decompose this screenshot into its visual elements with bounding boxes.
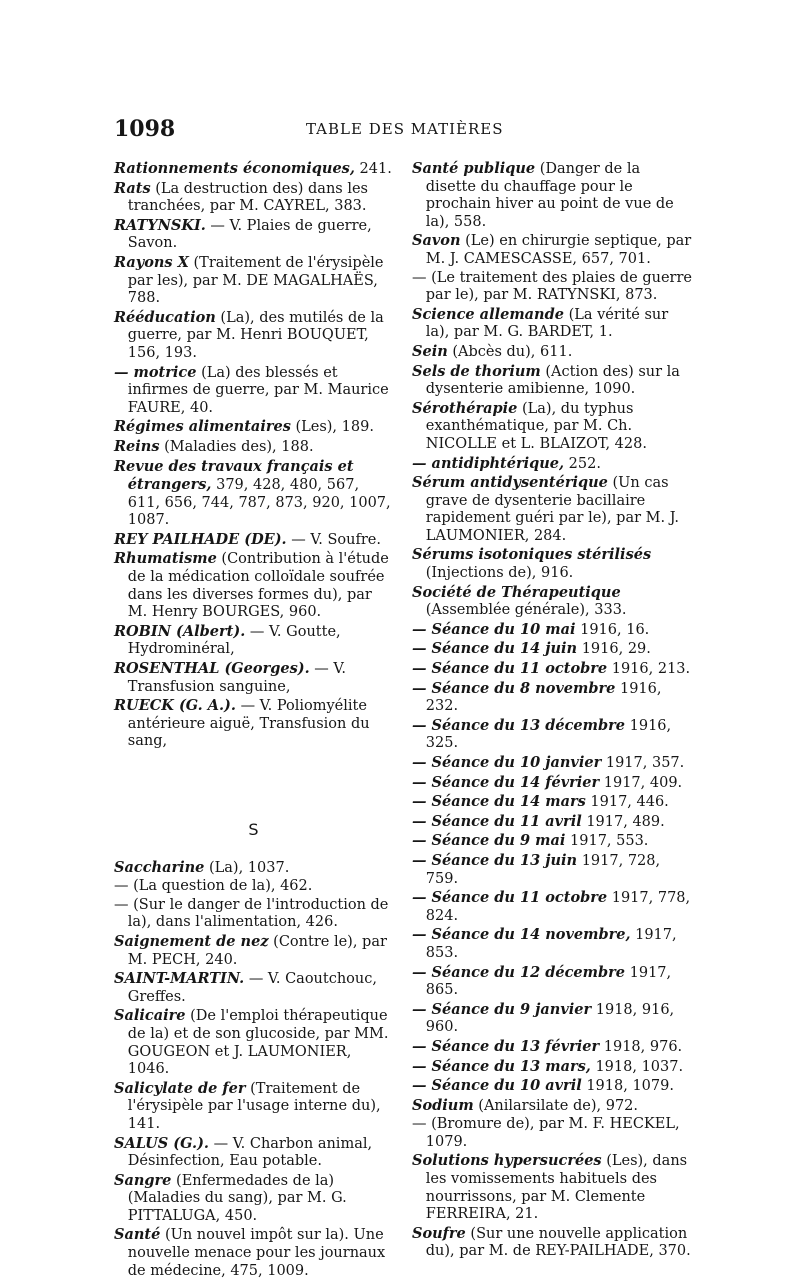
entry-text: (La vérité sur la), par M. G. BARDET, 1. [425, 306, 669, 341]
index-entry [114, 180, 393, 216]
index-entry [412, 660, 693, 679]
entries-r [114, 160, 393, 751]
entry-text: 1918, 976. [599, 1038, 683, 1055]
entry-heading: Savon [412, 232, 461, 250]
entry-heading: Sodium [412, 1096, 474, 1114]
entry-text: (La), du typhus exanthématique, par M. Ch. NICOLLE et L. BLAIZOT, 428. [425, 400, 647, 452]
index-entry [412, 640, 693, 659]
index-entry [114, 660, 393, 696]
entry-text: — (Bromure de), par M. F. HECKEL, 1079. [412, 1116, 680, 1150]
entry-heading: Saignement de nez [114, 932, 269, 950]
right-column [412, 160, 693, 1262]
entry-heading: — Séance du 14 mars [412, 793, 586, 811]
entry-text: 1917, 357. [601, 755, 685, 771]
index-entry [114, 438, 393, 457]
entry-heading: Salicylate de fer [114, 1079, 246, 1097]
entry-text: — V. Poliomyélite antérieure aiguë, Transfusion du sang, [127, 698, 370, 750]
entry-text: (La), des mutilés de la guerre, par M. Henri BOUQUET, 156, 193. [127, 309, 384, 361]
entry-heading: Solutions hypersucrées [412, 1152, 602, 1170]
entry-heading: Revue des travaux français et étrangers, [114, 457, 354, 494]
entry-text: 1918, 1037. [590, 1058, 684, 1075]
entry-heading: REY PAILHADE (DE). [114, 530, 287, 548]
index-entry [114, 309, 393, 363]
entry-heading: Santé [114, 1226, 161, 1244]
entry-text: 379, 428, 480, 567, 611, 656, 744, 787, 873, 920, 1007, 1087. [127, 477, 391, 529]
entry-heading: Science allemande [412, 305, 564, 323]
index-entry [412, 852, 693, 888]
index-entry [412, 717, 693, 753]
entry-heading: Société de Thérapeutique [412, 583, 621, 601]
entry-text: (Les), 189. [290, 419, 374, 436]
entry-text: 1916, 325. [425, 717, 672, 752]
entry-heading: Saccharine [114, 858, 205, 876]
entry-text: (La) des blessés et infirmes de guerre, par M. Maurice FAURE, 40. [127, 364, 389, 416]
entry-text: 1917, 865. [425, 964, 672, 999]
entry-heading: — Séance du 11 octobre [412, 660, 608, 678]
entry-text: (Un nouvel impôt sur la). Une nouvelle menace pour les journaux de médecine, 475, 1009. [127, 1227, 386, 1279]
entry-text: — V. Charbon animal, Désinfection, Eau potable. [127, 1135, 373, 1170]
entry-text: (La destruction des) dans les tranchées, par M. CAYREL, 383. [127, 180, 368, 215]
entry-text: 1917, 489. [581, 813, 665, 830]
index-entry [412, 1097, 693, 1116]
entry-heading: Soufre [412, 1224, 466, 1242]
entry-heading: — Séance du 12 décembre [412, 963, 626, 981]
index-entry [412, 232, 693, 268]
entry-heading: ROBIN (Albert). [114, 622, 246, 640]
index-entry [114, 217, 393, 253]
entry-heading: Rééducation [114, 308, 216, 326]
entry-text: (Traitement de l'érysipèle par les), par M. DE MAGALHAËS, 788. [127, 254, 384, 307]
index-entry [412, 343, 693, 362]
entry-heading: — Séance du 10 avril [412, 1077, 582, 1095]
index-entry [412, 1225, 693, 1261]
index-entry [114, 364, 393, 418]
index-entry [412, 1077, 693, 1096]
entry-heading: — Séance du 13 février [412, 1037, 600, 1055]
entry-text: (Traitement de l'érysipèle par l'usage interne du), 141. [127, 1080, 381, 1132]
entry-text: (La), 1037. [204, 859, 290, 876]
entry-heading: Sangre [114, 1171, 172, 1189]
entry-heading: ROSENTHAL (Georges). [114, 660, 310, 678]
entry-heading: Rhumatisme [114, 550, 217, 568]
index-entry [412, 1001, 693, 1037]
entry-heading: — motrice [114, 363, 197, 381]
entry-heading: — Séance du 13 juin [412, 851, 578, 869]
entry-heading: — Séance du 13 décembre [412, 716, 626, 734]
entry-text: 1917, 553. [565, 833, 649, 850]
entry-text: — (Sur le danger de l'introduction de la), dans l'alimentation, 426. [114, 896, 389, 931]
index-entry [114, 878, 393, 896]
index-entry [412, 1116, 693, 1151]
entry-heading: Sérothérapie [412, 399, 518, 417]
entry-text: (Les), dans les vomissements habituels des nourrissons, par M. Clemente FERREIRA, 21. [425, 1153, 688, 1223]
entry-text: 252. [564, 455, 601, 472]
entry-text: — (La question de la), 462. [114, 878, 313, 895]
entry-heading: — antidiphtérique, [412, 454, 565, 472]
index-entry [412, 964, 693, 1000]
index-entry [412, 1058, 693, 1077]
index-entry [412, 306, 693, 342]
entry-heading: — Séance du 9 janvier [412, 1000, 592, 1018]
index-entry [412, 474, 693, 545]
entry-text: 1917, 853. [425, 927, 677, 961]
index-entry [114, 458, 393, 530]
entry-text: (Un cas grave de dysenterie bacillaire rapidement guéri par le), par M. J. LAUMONIER, 284. [425, 475, 679, 544]
index-entry [114, 897, 393, 932]
entry-text: 1916, 213. [607, 661, 691, 678]
index-entry [412, 793, 693, 812]
index-entry [114, 697, 393, 751]
entry-text: — (Le traitement des plaies de guerre par le), par M. RATYNSKI, 873. [412, 269, 693, 304]
index-entry [114, 1172, 393, 1226]
entry-heading: — Séance du 11 avril [412, 812, 582, 830]
entry-heading: — Séance du 8 novembre [412, 679, 616, 697]
entry-heading: RUECK (G. A.). [114, 697, 236, 715]
index-entry [114, 531, 393, 550]
index-entry [114, 254, 393, 308]
index-entry [114, 1080, 393, 1134]
entry-heading: — Séance du 9 mai [412, 832, 566, 850]
entry-text: 1916, 16. [575, 621, 650, 638]
entry-heading: Reins [114, 437, 160, 455]
entry-heading: Salicaire [114, 1007, 186, 1025]
entry-text: (Assemblée générale), 333. [425, 602, 627, 619]
entry-heading: — Séance du 13 mars, [412, 1057, 591, 1075]
entry-text: (Anilarsilate de), 972. [473, 1097, 639, 1114]
entry-heading: Rayons X [114, 253, 189, 271]
entry-text: (Maladies des), 188. [159, 438, 314, 455]
entry-heading: Sels de thorium [412, 362, 541, 380]
entry-text: 1917, 446. [585, 794, 669, 811]
entry-heading: Rationnements économiques, [114, 160, 355, 177]
entry-text: — V. Soufre. [286, 531, 381, 548]
entry-text: (Contre le), par M. PECH, 240. [127, 933, 387, 968]
running-title: TABLE DES MATIÈRES [306, 120, 504, 138]
entry-heading: Rats [114, 179, 151, 197]
index-entry [412, 926, 693, 962]
entry-text: 1917, 778, 824. [425, 890, 691, 924]
index-entry [412, 455, 693, 474]
index-entry [412, 621, 693, 640]
entry-text: 1918, 916, 960. [425, 1001, 675, 1036]
index-entry [114, 1135, 393, 1171]
entry-heading: Sérums isotoniques stérilisés [412, 546, 652, 564]
index-entry [114, 160, 393, 179]
entry-heading: Sein [412, 342, 448, 360]
entry-heading: SAINT-MARTIN. [114, 970, 245, 988]
index-entry [114, 418, 393, 437]
page-number: 1098 [114, 116, 176, 142]
entries-s [114, 859, 393, 1281]
entry-text: 1916, 232. [425, 680, 662, 715]
entry-text: 1917, 409. [599, 774, 683, 791]
entry-heading: RATYNSKI. [114, 216, 206, 234]
index-entry [412, 546, 693, 582]
entry-text: (Le) en chirurgie septique, par M. J. CAMESCASSE, 657, 701. [425, 233, 692, 267]
index-entry [412, 160, 693, 231]
index-entry [412, 363, 693, 399]
index-entry [412, 270, 693, 305]
entry-heading: SALUS (G.). [114, 1134, 209, 1152]
entry-heading: Santé publique [412, 160, 536, 177]
index-entry [114, 1007, 393, 1078]
entry-text: — V. Goutte, Hydrominéral, [127, 623, 341, 658]
index-entry [114, 859, 393, 878]
index-entry [114, 970, 393, 1006]
entry-text: — V. Transfusion sanguine, [127, 661, 346, 695]
entry-text: 1918, 1079. [581, 1078, 674, 1095]
entry-text: (Abcès du), 611. [447, 343, 573, 360]
index-entry [412, 889, 693, 925]
entry-text: (Contribution à l'étude de la médication colloïdale soufrée dans les diverses formes du), par M. Henry BOURGES, 960. [127, 551, 389, 621]
entry-text: (Enfermedades de la) (Maladies du sang), par M. G. PITTALUGA, 450. [127, 1172, 347, 1224]
entry-text: (Sur une nouvelle application du), par M. de REY-PAILHADE, 370. [425, 1225, 691, 1260]
index-entry [412, 813, 693, 832]
entry-heading: — Séance du 14 février [412, 773, 600, 791]
entry-text: — V. Caoutchouc, Greffes. [127, 971, 377, 1005]
entry-heading: — Séance du 11 octobre [412, 889, 608, 907]
index-entry [114, 623, 393, 659]
entry-text: 1917, 728, 759. [425, 852, 661, 887]
index-entry [412, 400, 693, 454]
index-entry [412, 1038, 693, 1057]
index-entry [114, 933, 393, 969]
entry-heading: — Séance du 10 janvier [412, 754, 602, 771]
entry-text: — V. Plaies de guerre, Savon. [127, 217, 372, 252]
index-entry [412, 754, 693, 773]
index-entry [114, 550, 393, 621]
index-entry [114, 1226, 393, 1280]
entry-heading: — Séance du 14 juin [412, 640, 578, 658]
entry-text: (De l'emploi thérapeutique de la) et de son glucoside, par MM. GOUGEON et J. LAUMONIER, 1046. [127, 1008, 389, 1078]
entry-text: 1916, 29. [577, 641, 651, 658]
entry-heading: Sérum antidysentérique [412, 474, 608, 492]
index-entry [412, 584, 693, 620]
index-entry [412, 774, 693, 793]
entry-text: 241. [354, 161, 392, 177]
entry-text: (Danger de la disette du chauffage pour le prochain hiver au point de vue de la), 558. [425, 161, 674, 230]
entry-heading: — Séance du 14 novembre, [412, 926, 631, 944]
section-letter-s: S [248, 820, 259, 839]
index-entry [412, 1152, 693, 1223]
entry-heading: Régimes alimentaires [114, 418, 291, 436]
entry-heading: — Séance du 10 mai [412, 620, 576, 638]
index-entry [412, 680, 693, 716]
left-column [114, 160, 393, 1281]
entry-text: (Action des) sur la dysenterie amibienne, 1090. [425, 363, 680, 398]
entry-text: (Injections de), 916. [425, 565, 574, 582]
index-entry [412, 832, 693, 851]
